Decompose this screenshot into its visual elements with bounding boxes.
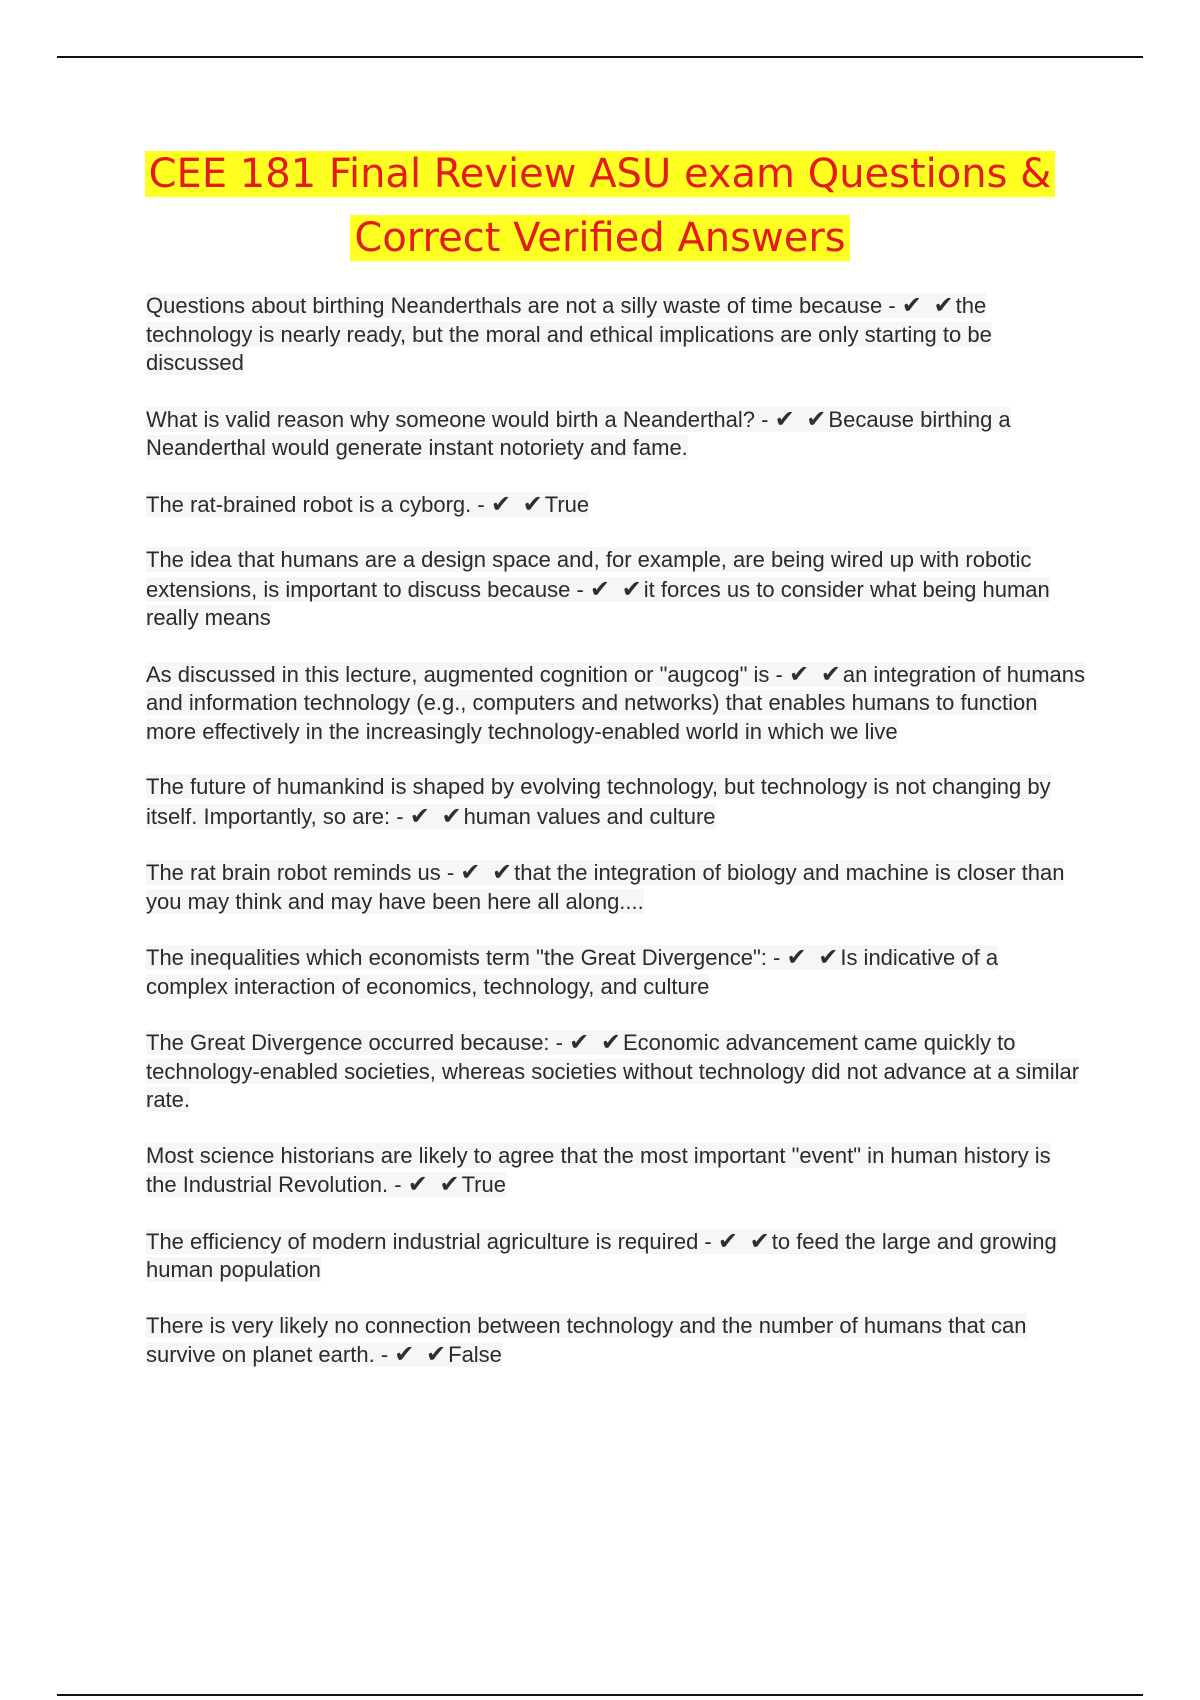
separator-text: -	[698, 1228, 718, 1254]
title-line-2: Correct Verified Answers	[350, 215, 849, 261]
separator-text: -	[390, 803, 410, 829]
qa-item	[146, 490, 1086, 520]
separator-text: -	[755, 406, 775, 432]
answer-text: an integration of humans and information technology (e.g., computers and networks) that enables humans to function more effectively in the increasingly technology-enabled world in which we live	[146, 661, 1086, 744]
question-text: Most science historians are likely to agree that the most important "event" in human history is the Industrial Revolution.	[146, 1142, 1051, 1197]
separator-text: -	[570, 576, 590, 602]
question-text: The rat brain robot reminds us	[146, 860, 441, 885]
qa-text	[146, 1226, 1057, 1283]
title-line-1: CEE 181 Final Review ASU exam Questions &	[145, 151, 1056, 197]
double-check-icon: ✔ ✔	[788, 659, 843, 688]
qa-text	[146, 404, 1011, 461]
qa-item	[146, 405, 1086, 463]
answer-text: Because birthing a Neanderthal would generate instant notoriety and fame.	[146, 406, 1011, 460]
double-check-icon: ✔ ✔	[409, 801, 464, 830]
answer-text: Economic advancement came quickly to technology-enabled societies, whereas societies without technology did not advance at a similar rate.	[146, 1030, 1080, 1112]
qa-text	[146, 1030, 1079, 1112]
qa-item	[146, 858, 1086, 916]
qa-item	[146, 546, 1086, 633]
question-text: There is very likely no connection between technology and the number of humans that can survive on planet earth.	[146, 1312, 1027, 1367]
double-check-icon: ✔ ✔	[460, 858, 515, 886]
double-check-icon: ✔ ✔	[589, 574, 644, 603]
qa-list	[146, 291, 1086, 1397]
answer-text: it forces us to consider what being human really means	[146, 576, 1050, 630]
question-text: Questions about birthing Neanderthals are not a silly waste of time because	[146, 293, 883, 318]
question-text: What is valid reason why someone would birth a Neanderthal?	[146, 406, 755, 432]
qa-item	[146, 1312, 1086, 1370]
qa-item	[146, 660, 1086, 747]
double-check-icon: ✔ ✔	[490, 489, 545, 518]
qa-text	[146, 774, 1051, 829]
qa-item	[146, 291, 1086, 378]
qa-item	[146, 943, 1086, 1001]
answer-text: True	[544, 491, 590, 517]
double-check-icon: ✔ ✔	[407, 1170, 462, 1198]
question-text: The Great Divergence occurred because:	[146, 1030, 550, 1055]
qa-text	[146, 1143, 1051, 1198]
double-check-icon: ✔ ✔	[774, 404, 829, 433]
answer-text: True	[461, 1172, 506, 1197]
question-text: The rat-brained robot is a cyborg.	[146, 491, 472, 517]
double-check-icon: ✔ ✔	[394, 1340, 449, 1368]
qa-text	[146, 860, 1064, 914]
bottom-rule	[57, 1694, 1143, 1696]
qa-text	[146, 659, 1086, 744]
question-text: The efficiency of modern industrial agriculture is required	[146, 1228, 699, 1254]
qa-text	[146, 547, 1050, 630]
qa-item	[146, 1227, 1086, 1285]
question-text: The future of humankind is shaped by evolving technology, but technology is not changing by itself. Importantly, so are:	[146, 774, 1051, 829]
separator-text: -	[882, 293, 902, 318]
qa-item	[146, 1028, 1086, 1115]
top-rule	[57, 56, 1143, 58]
answer-text: Is indicative of a complex interaction of economics, technology, and culture	[146, 945, 999, 999]
separator-text: -	[388, 1172, 408, 1197]
answer-text: the technology is nearly ready, but the moral and ethical implications are only starting to be discussed	[146, 293, 992, 375]
question-text: The idea that humans are a design space and, for example, are being wired up with robotic extensions, is important to discuss because	[146, 547, 1032, 602]
separator-text: -	[440, 860, 461, 885]
separator-text: -	[769, 661, 789, 687]
page-title	[100, 142, 1100, 270]
answer-text: False	[448, 1342, 502, 1367]
question-text: As discussed in this lecture, augmented cognition or "augcog" is	[146, 661, 770, 687]
qa-text	[146, 1313, 1027, 1368]
double-check-icon: ✔ ✔	[786, 943, 841, 971]
separator-text: -	[549, 1030, 570, 1055]
answer-text: that the integration of biology and machine is closer than you may think and may have been here all along....	[146, 860, 1065, 914]
double-check-icon: ✔ ✔	[717, 1226, 772, 1255]
separator-text: -	[766, 945, 787, 970]
double-check-icon: ✔ ✔	[901, 291, 956, 319]
separator-text: -	[471, 491, 491, 517]
qa-item	[146, 1142, 1086, 1200]
question-text: The inequalities which economists term "the Great Divergence":	[146, 945, 767, 970]
qa-text	[146, 293, 992, 375]
answer-text: human values and culture	[463, 803, 716, 829]
qa-text	[146, 489, 590, 518]
double-check-icon: ✔ ✔	[569, 1028, 623, 1056]
qa-text	[146, 945, 998, 999]
separator-text: -	[374, 1342, 395, 1367]
qa-item	[146, 773, 1086, 831]
answer-text: to feed the large and growing human population	[146, 1228, 1057, 1282]
